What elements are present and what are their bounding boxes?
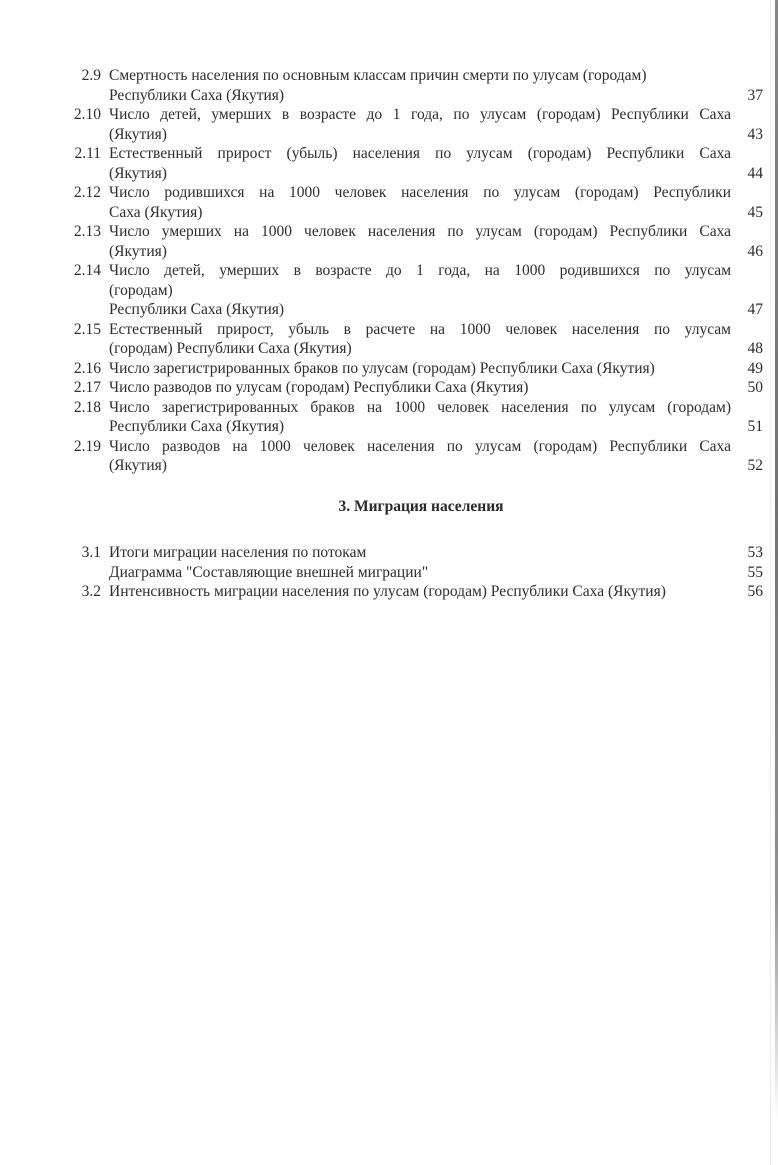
entry-title-line: Число зарегистрированных браков на 1000 человек населения по улусам (городам) [109,398,731,416]
page-number: 50 [747,379,763,396]
column-gap [101,183,109,203]
page-number: 47 [747,301,763,318]
column-gap [101,86,109,106]
toc-line [0,300,778,320]
entry-number: 2.17 [73,379,101,396]
toc-section-3-entries [0,543,778,602]
toc-line [0,183,778,203]
page-number [731,437,778,457]
entry-number: 2.9 [81,67,101,84]
entry-title-line: Республики Саха (Якутия) [109,418,285,435]
column-gap [101,105,109,125]
entry-title-line: Число умерших на 1000 человек населения по улусам (городам) Республики Саха [109,223,731,240]
column-gap [101,437,109,457]
toc-line [0,398,778,418]
toc-line [0,86,778,106]
page-number: 43 [747,125,763,143]
page-number [731,320,778,340]
entry-number [0,300,101,320]
toc-line [0,417,778,437]
entry-number [0,86,101,106]
column-gap [101,582,109,602]
column-gap [101,543,109,563]
page-number: 46 [747,242,763,260]
column-gap [101,456,109,476]
entry-title-line: (Якутия) [109,125,167,143]
page-number [731,105,778,125]
entry-title-line: Число зарегистрированных браков по улусам (городам) Республики Саха (Якутия) [109,359,655,377]
entry-number [0,281,101,301]
page-number: 44 [747,164,763,182]
entry-title-line: Число разводов на 1000 человек населения по улусам (городам) Республики Саха [109,437,731,455]
entry-number: 2.16 [73,359,101,377]
column-gap [101,300,109,320]
entry-title-line: Число родившихся на 1000 человек населения по улусам (городам) Республики [109,184,731,201]
toc-line [0,339,778,359]
toc-line [0,144,778,164]
page-number: 37 [747,86,763,104]
page-number: 49 [747,359,763,377]
column-gap [101,398,109,418]
page-number: 48 [747,340,763,357]
entry-number [0,125,101,145]
page-number [731,183,778,203]
toc-line [0,66,778,86]
entry-number: 3.1 [81,544,101,561]
column-gap [101,261,109,281]
toc-line [0,563,778,583]
toc-line [0,582,778,602]
page-number: 56 [747,583,763,600]
entry-number [0,242,101,262]
entry-number [0,164,101,184]
entry-number: 3.2 [81,583,101,600]
toc-line [0,125,778,145]
entry-number: 2.11 [74,145,101,162]
column-gap [101,281,109,301]
entry-title-line: Саха (Якутия) [109,203,203,221]
entry-number: 2.10 [73,106,101,123]
toc-line [0,105,778,125]
column-gap [101,164,109,184]
entry-title-line: Число разводов по улусам (городам) Республики Саха (Якутия) [109,379,529,396]
page-number: 53 [747,544,763,561]
page-number: 51 [747,418,763,435]
page-number: 55 [747,563,763,581]
section-3-heading: 3. Миграция населения [338,497,504,515]
entry-title-line: Республики Саха (Якутия) [109,301,285,318]
entry-title-line: (городам) Республики Саха (Якутия) [109,340,352,357]
column-gap [101,203,109,223]
page-number [731,144,778,164]
column-gap [101,66,109,86]
page-number: 45 [747,203,763,221]
page-number [731,398,778,418]
entry-title-line: Интенсивность миграции населения по улусам (городам) Республики Саха (Якутия) [109,583,666,600]
column-gap [101,563,109,583]
toc-line [0,281,778,301]
column-gap [101,242,109,262]
toc-line [0,359,778,379]
entry-number [0,203,101,223]
toc-line [0,378,778,398]
column-gap [101,339,109,359]
entry-number [0,563,101,583]
table-of-contents [0,66,778,602]
entry-number: 2.18 [73,398,101,416]
page-number [731,281,778,301]
entry-number: 2.19 [73,437,101,455]
entry-title-line: Смертность населения по основным классам причин смерти по улусам (городам) [109,67,647,84]
toc-line [0,222,778,242]
entry-title-line: (Якутия) [109,164,167,182]
toc-line [0,164,778,184]
toc-line [0,437,778,457]
entry-title-line: Число детей, умерших в возрасте до 1 года, на 1000 родившихся по улусам [109,262,731,279]
entry-title-line: Республики Саха (Якутия) [109,86,285,104]
column-gap [101,144,109,164]
entry-number: 2.13 [73,223,101,240]
entry-number: 2.15 [73,320,101,338]
column-gap [101,417,109,437]
toc-line [0,320,778,340]
entry-number: 2.14 [73,262,101,279]
entry-title-line: Число детей, умерших в возрасте до 1 года, по улусам (городам) Республики Саха [109,106,731,123]
entry-title-line: Естественный прирост, убыль в расчете на 1000 человек населения по улусам [109,320,731,338]
entry-number [0,456,101,476]
entry-number: 2.12 [73,184,101,201]
entry-title-line: Итоги миграции населения по потокам [109,544,367,561]
page-number [731,261,778,281]
column-gap [101,320,109,340]
toc-line [0,242,778,262]
page-number: 52 [747,457,763,474]
entry-title-line: Диаграмма "Составляющие внешней миграции" [109,563,429,581]
entry-title-line: (Якутия) [109,242,167,260]
toc-line [0,203,778,223]
entry-title-line: (городам) [109,281,173,299]
column-gap [101,359,109,379]
column-gap [101,378,109,398]
toc-line [0,543,778,563]
entry-title-line: Естественный прирост (убыль) населения по улусам (городам) Республики Саха [109,145,731,162]
page-number [731,222,778,242]
column-gap [101,222,109,242]
entry-number [0,339,101,359]
toc-line [0,456,778,476]
toc-line [0,261,778,281]
entry-title-line: (Якутия) [109,457,167,474]
toc-section-2-entries [0,66,778,476]
page-number [731,66,778,86]
entry-number [0,417,101,437]
column-gap [101,125,109,145]
